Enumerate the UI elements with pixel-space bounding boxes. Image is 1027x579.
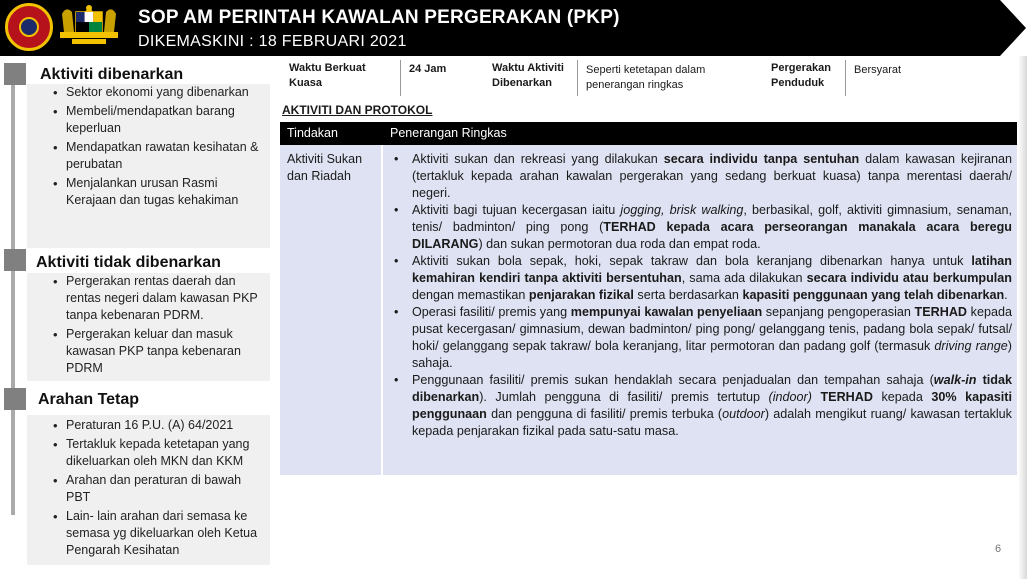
list-item: • Pergerakan keluar dan masuk kawasan PKP tanpa kebenaran PDRM <box>51 326 266 377</box>
activity-time-label: Waktu Aktiviti Dibenarkan <box>492 62 564 89</box>
not-allowed-list <box>51 273 266 377</box>
not-allowed-title: Aktiviti tidak dibenarkan <box>36 254 221 271</box>
directives-list <box>51 417 268 559</box>
list-item: • Penggunaan fasiliti/ premis sukan hendaklah secara penjadualan dan tempahan sahaja (walk-in tidak dibenarkan). Jumlah pengguna di fasiliti/ premis tertutup (indoor) TERHAD kepada 30% kapasiti penggunaan dan pengguna di fasiliti/ premis terbuka (outdoor) adalah mengikut ruang/ kawasan tertakluk kepada penjarakan fizikal pada satu-satu masa. <box>392 372 1012 440</box>
activity-cell: Aktiviti Sukan dan Riadah <box>287 152 363 183</box>
list-item: • Aktiviti sukan bola sepak, hoki, sepak takraw dan bola keranjang dibenarkan hanya untuk latihan kemahiran kendiri tanpa aktiviti bersentuhan, sama ada dilakukan secara individu atau berkumpulan dengan memastikan penjarakan fizikal serta berdasarkan kapasiti penggunaan yang telah dibenarkan. <box>392 253 1012 304</box>
section-marker-directives <box>4 388 26 410</box>
not-allowed-list-box <box>27 273 270 381</box>
movement-value: Bersyarat <box>854 64 902 76</box>
allowed-title: Aktiviti dibenarkan <box>40 66 184 83</box>
page-edge-shadow <box>1018 56 1027 579</box>
info-divider <box>577 60 578 96</box>
allowed-list-box <box>27 84 270 248</box>
page-number: 6 <box>995 543 1002 555</box>
description-list <box>392 151 1012 440</box>
page-subtitle: DIKEMASKINI : 18 FEBRUARI 2021 <box>138 33 407 50</box>
table-row <box>280 145 1017 475</box>
list-item: • Menjalankan urusan Rasmi Kerajaan dan tugas kehakiman <box>51 175 266 209</box>
info-divider <box>400 60 401 96</box>
allowed-list <box>51 84 266 209</box>
list-item: • Arahan dan peraturan di bawah PBT <box>51 472 268 506</box>
table-header <box>280 122 1017 145</box>
movement-label: Pergerakan Penduduk <box>771 62 831 89</box>
list-item: • Peraturan 16 P.U. (A) 64/2021 <box>51 417 268 434</box>
header <box>0 0 1027 56</box>
list-item: • Pergerakan rentas daerah dan rentas negeri dalam kawasan PKP tanpa kebenaran PDRM. <box>51 273 266 324</box>
section-marker-allowed <box>4 63 26 85</box>
protocol-heading: AKTIVITI DAN PROTOKOL <box>282 103 433 117</box>
column-header-description: Penerangan Ringkas <box>390 126 507 140</box>
directives-list-box <box>27 415 270 565</box>
timeline-line <box>11 65 15 515</box>
mkn-logo <box>5 3 53 51</box>
effective-time-value: 24 Jam <box>409 63 447 75</box>
list-item: • Membeli/mendapatkan barang keperluan <box>51 103 266 137</box>
info-divider <box>845 60 846 96</box>
list-item: • Aktiviti bagi tujuan kecergasan iaitu jogging, brisk walking, berbasikal, golf, aktiviti gimnasium, senaman, tenis/ badminton/ ping pong (TERHAD kepada acara perseorangan manakala acara beregu DILARANG) dan sukan permotoran dua roda dan empat roda. <box>392 202 1012 253</box>
activity-time-value: Seperti ketetapan dalam penerangan ringkas <box>586 64 706 91</box>
column-header-action: Tindakan <box>287 126 338 140</box>
list-item: • Sektor ekonomi yang dibenarkan <box>51 84 266 101</box>
page-title: SOP AM PERINTAH KAWALAN PERGERAKAN (PKP) <box>138 7 620 28</box>
list-item: • Mendapatkan rawatan kesihatan & perubatan <box>51 139 266 173</box>
list-item: • Aktiviti sukan dan rekreasi yang dilakukan secara individu tanpa sentuhan dalam kawasan kejiranan (tertakluk kepada arahan kawalan pergerakan yang sedang berkuat kuasa) tanpa merentasi daerah/ negeri. <box>392 151 1012 202</box>
list-item: • Tertakluk kepada ketetapan yang dikeluarkan oleh MKN dan KKM <box>51 436 268 470</box>
directives-title: Arahan Tetap <box>38 391 140 408</box>
column-divider <box>381 145 383 475</box>
section-marker-not-allowed <box>4 249 26 271</box>
list-item: • Lain- lain arahan dari semasa ke semasa yg dikeluarkan oleh Ketua Pengarah Kesihatan <box>51 508 268 559</box>
list-item: • Operasi fasiliti/ premis yang mempunyai kawalan penyeliaan sepanjang pengoperasian TERHAD kepada pusat kecergasan/ gimnasium, dewan badminton/ ping pong/ gelanggang tenis, padang bola sepak/ futsal/ hoki/ gelanggang sepak takraw/ bola keranjang, litar permotoran dan padang golf (termasuk driving range) sahaja. <box>392 304 1012 372</box>
effective-time-label: Waktu Berkuat Kuasa <box>289 62 366 89</box>
coat-of-arms-logo <box>58 2 120 52</box>
header-arrow <box>1000 0 1026 56</box>
